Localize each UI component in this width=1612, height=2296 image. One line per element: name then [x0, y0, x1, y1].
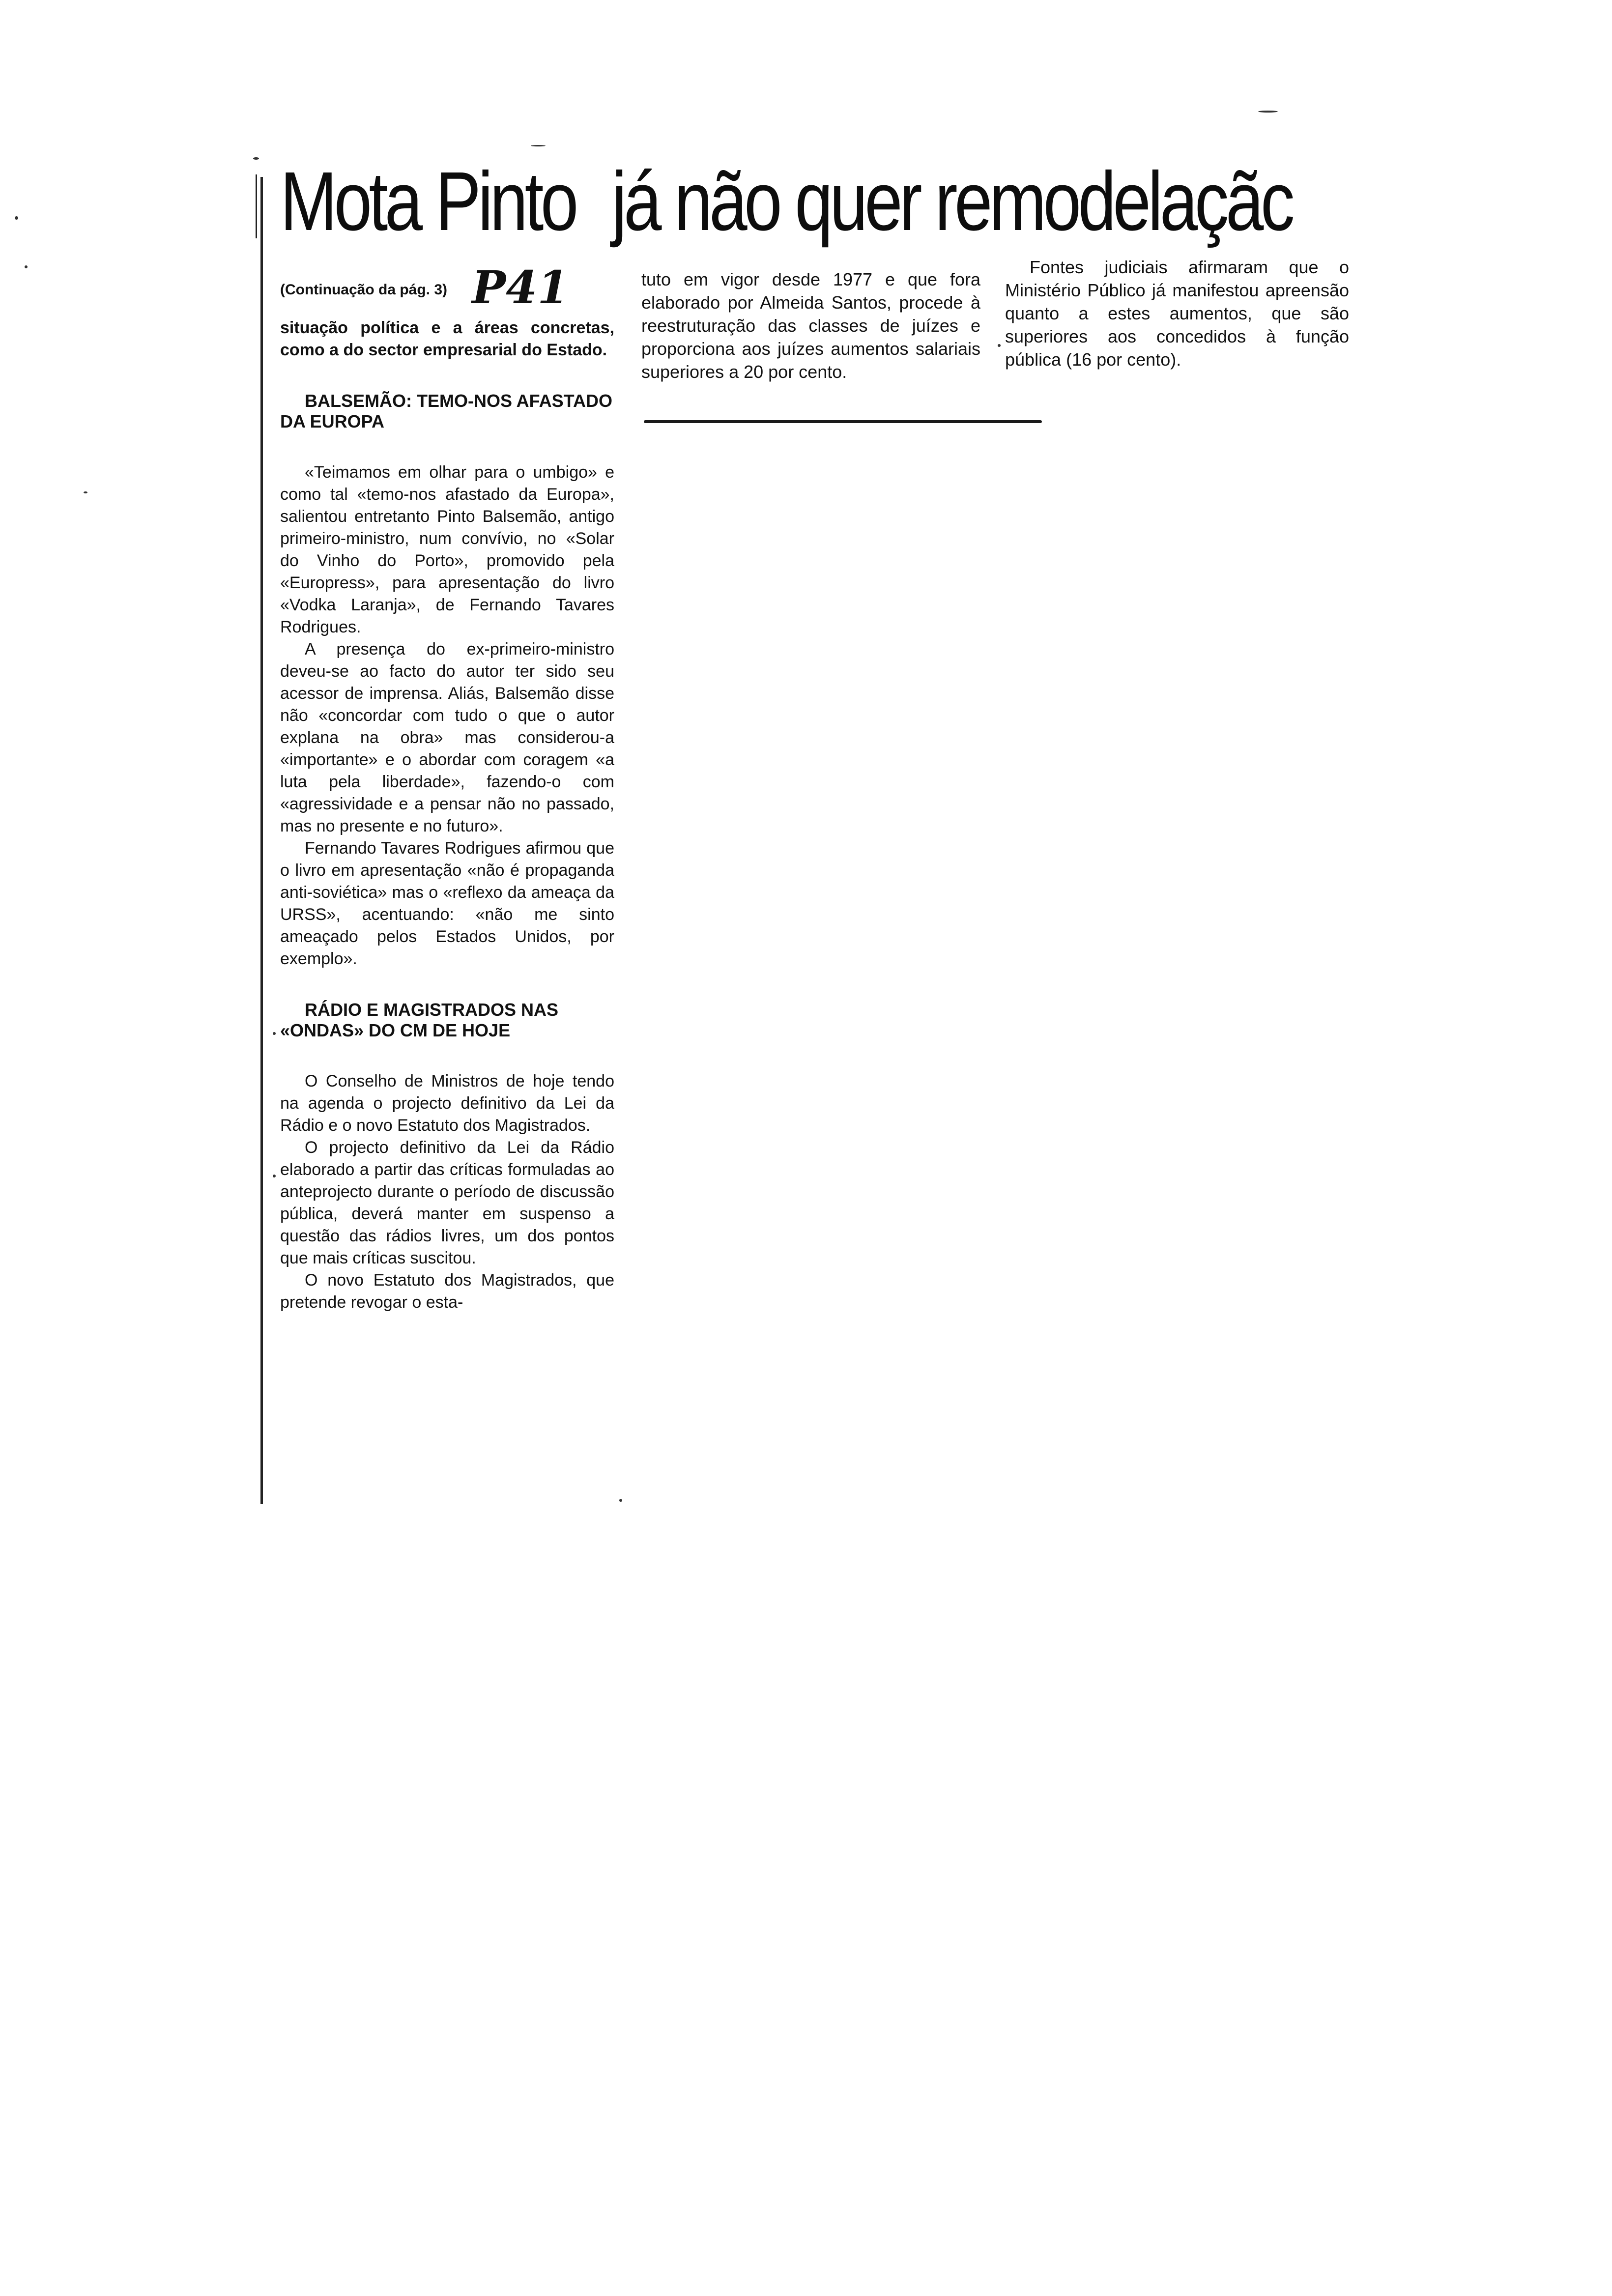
column-rule-top [256, 174, 257, 238]
continuation-line [280, 261, 614, 317]
scan-speck [253, 157, 259, 160]
headline-part2: já não quer remodelaçãc [611, 155, 1292, 248]
section-heading-radio: RÁDIO E MAGISTRADOS NAS «ONDAS» DO CM DE HOJE [280, 1000, 559, 1040]
body-paragraph: O projecto definitivo da Lei da Rádio elaborado a partir das críticas formuladas ao anteprojecto durante o período de discussão pública, deverá manter em suspenso a questão das rádios livres, um dos pontos que mais críticas suscitou. [280, 1138, 614, 1267]
handwritten-page-note: P41 [472, 261, 569, 314]
body-paragraph: O Conselho de Ministros de hoje tendo na agenda o projecto definitivo da Lei da Rádio e o novo Estatuto dos Magistrados. [280, 1072, 614, 1135]
body-paragraph: O novo Estatuto dos Magistrados, que pretende revogar o esta- [280, 1271, 614, 1312]
scan-speck [273, 1032, 276, 1035]
scan-speck [619, 1499, 622, 1502]
scan-speck [15, 216, 18, 220]
column-rule [260, 177, 263, 1504]
article-column-3 [1005, 256, 1349, 371]
article-column-2 [641, 268, 980, 383]
body-paragraph: Fontes judiciais afirmaram que o Ministério Público já manifestou apreensão quanto a estes aumentos, que são superiores aos concedidos à função pública (16 por cento). [1005, 257, 1349, 370]
scan-speck [84, 491, 87, 493]
body-paragraph: A presença do ex-primeiro-ministro deveu-se ao facto do autor ter sido seu acessor de imprensa. Aliás, Balsemão disse não «concordar com tudo o que o autor explana na obra» mas considerou-a «importante» e o abordar com coragem «a luta pela liberdade», fazendo-o com «agressividade e a pensar não no passado, mas no presente e no futuro». [280, 640, 614, 835]
headline-part1: Mota Pinto [280, 155, 576, 248]
scan-speck [998, 344, 1001, 347]
lede-paragraph: situação política e a áreas concretas, como a do sector empresarial do Estado. [280, 318, 614, 359]
body-paragraph: Fernando Tavares Rodrigues afirmou que o livro em apresentação «não é propaganda anti-soviética» mas o «reflexo da ameaça da URSS», acentuando: «não me sinto ameaçado pelos Estados Unidos, por exemplo». [280, 839, 614, 968]
body-paragraph: «Teimamos em olhar para o umbigo» e como tal «temo-nos afastado da Europa», salientou entretanto Pinto Balsemão, antigo primeiro-ministro, num convívio, no «Solar do Vinho do Porto», promovido pela «Europress», para apresentação do livro «Vodka Laranja», de Fernando Tavares Rodrigues. [280, 463, 614, 636]
headline [280, 143, 1292, 260]
section-heading-balsemao: BALSEMÃO: TEMO-NOS AFASTADO DA EUROPA [280, 391, 612, 431]
body-paragraph: tuto em vigor desde 1977 e que fora elaborado por Almeida Santos, procede à reestruturação das classes de juízes e proporciona aos juízes aumentos salariais superiores a 20 por cento. [641, 269, 980, 382]
article-column-1 [280, 261, 614, 1314]
scan-speck [273, 1175, 276, 1177]
continuation-note: (Continuação da pág. 3) [280, 282, 448, 298]
scan-speck [531, 145, 546, 146]
scan-speck [25, 265, 28, 268]
scan-speck [1258, 111, 1278, 113]
article-end-rule [644, 420, 1042, 423]
